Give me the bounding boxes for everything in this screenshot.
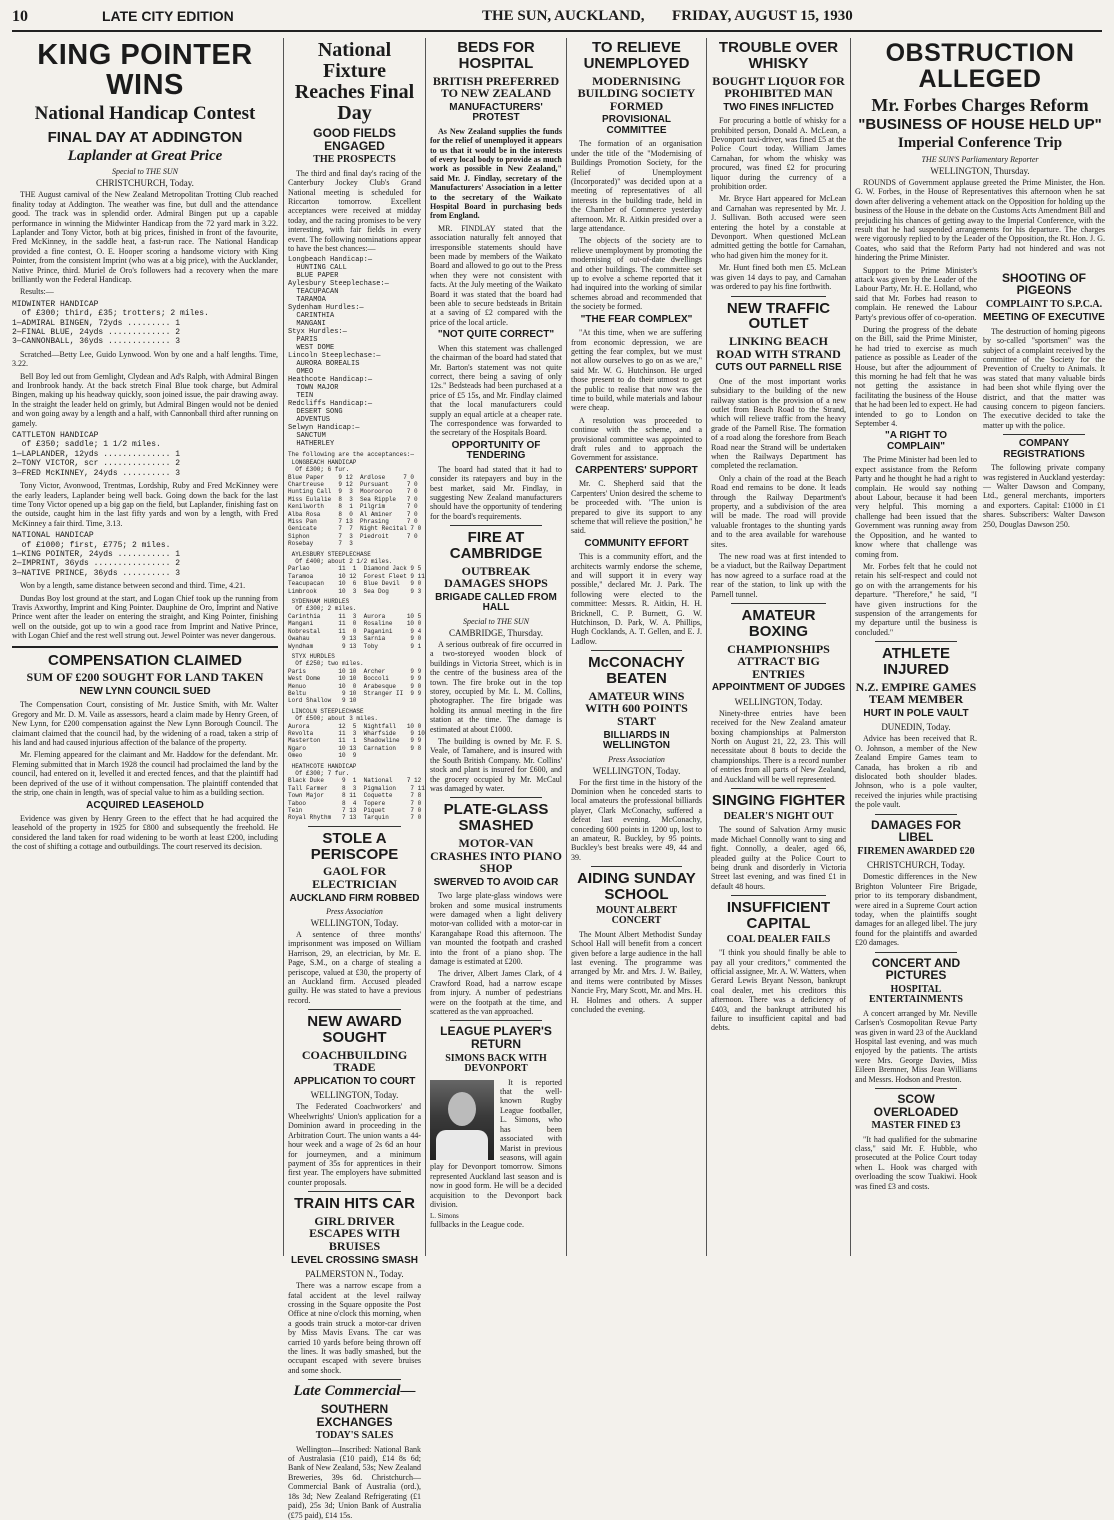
subhead: ACQUIRED LEASEHOLD bbox=[86, 799, 204, 811]
subhead: APPOINTMENT OF JUDGES bbox=[711, 682, 846, 694]
page-number: 10 bbox=[12, 8, 28, 25]
paragraph: One of the most important works subsidiary to the building of the new railway station is the provision of a new outlet from Beach Road to the Strand, which will relieve traffic from the heavy grade of the Parnell Rise. The formation of a road along the foreshore from Beach Road near the Strand will be undertaken when the Railways Department has completed the reclamation. bbox=[711, 376, 846, 471]
divider bbox=[591, 866, 682, 867]
dateline: WELLINGTON, Today. bbox=[310, 1090, 399, 1101]
divider bbox=[731, 895, 826, 896]
player-photo bbox=[430, 1080, 494, 1160]
sub-column-right bbox=[983, 266, 1105, 1195]
byline: Press Association bbox=[326, 907, 383, 917]
dateline: CHRISTCHURCH, Today. bbox=[96, 178, 194, 189]
acceptances-table: AYLESBURY STEEPLECHASE Of £400; about 2 1/2 miles. Parlao 11 1 Diamond Jack 9 5 Taramoa 10 12 Forest Fleet 9 11 Teacupacan 10 6 Blue Devil 9 0 Limbrook 10 3 Sea Dog 9 3 bbox=[288, 550, 425, 595]
paragraph: Advice has been received that R. O. Johnson, a member of the New Zealand Empire Games team to Canada, has broken a rib and dislocated both shoulder blades. Johnson, who is a pole vaulter, received the injuries while practising the pole vault. bbox=[855, 734, 977, 810]
headline: TROUBLE OVER WHISKY bbox=[718, 39, 839, 72]
selections-list: Longbeach Handicap:— HUNTING CALL BLUE PAPER Aylesbury Steeplechase:— TEACUPACAN TARAMOA Sydenham Hurdles:— CARINTHIA MANGANI Styx Hurdles:— PARIS WEST DOME Lincoln Steeplechase:— AURORA BOREALIS OMEO Heathcote Handicap:— TOWN MAJOR TEIN Redcliffs Handicap:— DESERT SONG ADVENTUS Selwyn Handicap:— SANCTUM HATHERLEY bbox=[288, 256, 389, 449]
paragraph: The board had stated that it had to consider its ratepayers and buy in the best market, said Mr. Findlay, in suggesting New Zealand manufacturers should have the opportunity of tendering for the board's requirements. bbox=[430, 464, 562, 521]
headline: SCOW OVERLOADED bbox=[873, 1091, 959, 1119]
paragraph: Scratched—Betty Lee, Guido Lynwood. Won by one and a half lengths. Time, 3.22. bbox=[12, 349, 278, 369]
byline: Special to THE SUN bbox=[463, 616, 529, 626]
sub-column-left bbox=[855, 266, 977, 1195]
paper-name: THE SUN, AUCKLAND, bbox=[482, 8, 645, 24]
subhead: NEW LYNN COUNCIL SUED bbox=[79, 685, 211, 697]
divider bbox=[731, 788, 826, 789]
divider bbox=[450, 797, 542, 798]
article-obstruction bbox=[855, 38, 1105, 1256]
acceptances-table: HEATHCOTE HANDICAP Of £300; 7 fur. Black Duke 9 1 National 7 12 Tall Farmer 8 3 Pigmalion 7 11 Town Major 8 11 Coquette 7 8 Taboo 8 4 Topere 7 0 Tein 7 13 Piquet 7 0 Royal Rhythm 7 13 Tarquin 7 0 bbox=[288, 762, 425, 822]
article-king-pointer bbox=[12, 38, 278, 1256]
headline: ATHLETE INJURED bbox=[881, 645, 951, 678]
headline: STOLE A PERISCOPE bbox=[310, 829, 399, 863]
deck: FINAL DAY AT ADDINGTON bbox=[47, 128, 243, 146]
paragraph: For procuring a bottle of whisky for a prohibited person, Donald A. McLean, a Devonport taxi-driver, was fined £5 at the Police Court today. William James Carnahan, for whom the whisky was procured, was fined £2 for procuring liquor during the currency of a prohibition order. bbox=[711, 116, 846, 192]
headline: Late Commercial— bbox=[293, 1383, 416, 1400]
headline: National Fixture Reaches Final Day bbox=[294, 39, 415, 124]
subhead: FIREMEN AWARDED £20 bbox=[857, 845, 975, 857]
subhead: DEALER'S NIGHT OUT bbox=[723, 810, 834, 822]
article-column-4 bbox=[571, 38, 702, 1256]
paragraph: Mr. C. Shepherd said that the Carpenters' Union desired the scheme to be proceeded with. "The union is prepared to give its support to any scheme that will relieve the position," he said. bbox=[571, 479, 702, 536]
subhead: OUTBREAK DAMAGES SHOPS bbox=[444, 563, 548, 591]
paragraph: The Federated Coachworkers' and Wheelwrights' Union's application for a Dominion award in proceeding in the Arbitration Court. The union wants a 44-hour week and a wage of 2s 6d an hour for journeymen, and a minimum payment of 35s for apprentices in their first year. The employers have submitted counter proposals. bbox=[288, 1102, 421, 1187]
subhead: APPLICATION TO COURT bbox=[293, 1075, 416, 1087]
subhead: PROVISIONAL COMMITTEE bbox=[602, 114, 671, 136]
subhead: SOUTHERN EXCHANGES bbox=[316, 1401, 393, 1429]
deck2: Laplander at Great Price bbox=[67, 147, 223, 164]
results-table: CATTLETON HANDICAP of £350; saddle; 1 1/2 miles. 1—LAPLANDER, 12yds .............. 1 2—TONY VICTOR, scr .............. 2 3—FRED McKINNEY, 24yds .......... 3 bbox=[12, 431, 181, 478]
article-column-3 bbox=[430, 38, 562, 1256]
acceptances-table: SYDENHAM HURDLES Of £300; 2 miles. Carinthia 11 3 Aurora 10 5 Mangani 11 0 Rosaline 10 0 Nobrestal 11 0 Paganini 9 4 Owahau 9 13 Sarnia 9 0 Wyndham 9 13 Toby 9 1 bbox=[288, 598, 422, 650]
paragraph: Mr. Bryce Hart appeared for McLean and Carnahan was represented by Mr. J. J. Sullivan. Both accused were seen entering the hotel by a constable at Devonport. When questioned McLean admitted getting the bottle for Carnahan, who had given him the money for it. bbox=[711, 194, 846, 260]
paragraph: "At this time, when we are suffering from economic depression, we are getting the fear complex, but we must not allow ourselves to go on as we are," said Mr. W. G. Hutchinson. He urged those present to do their utmost to get the public to realise that now was the time to build, while materials and labour were cheap. bbox=[571, 328, 702, 413]
subhead: BOUGHT LIQUOR FOR PROHIBITED MAN bbox=[712, 73, 845, 101]
paragraph: Two large plate-glass windows were broken and some musical instruments were damaged when a light delivery motor-van collided with a motor-car in Karangahape Road this afternoon. The van mounted the footpath and crashed into the front of a piano shop. The damage is estimated at £200. bbox=[430, 891, 562, 967]
paragraph: The sound of Salvation Army music made Michael Connolly want to sing and fight. Connolly, a dealer, aged 66, pleaded guilty at the Police Court to being drunk and disorderly in Victoria Street last evening, and was fined £1 in default 48 hours. bbox=[711, 825, 846, 891]
paragraph: Dundas Boy lost ground at the start, and Logan Chief took up the running from Travis Axworthy, Imprint and King Pointer. Dauphine de Oro, Imprint and Native Prince went after the leader on entering the straight, and King Pointer, finishing well on the outside, got up to win a good race from Imprint and Native Prince, with Logan Chief and the rest well strung out. Jewel Pointer was never dangerous. bbox=[12, 593, 278, 641]
subhead: LINKING BEACH ROAD WITH STRAND bbox=[716, 334, 841, 361]
headline: FIRE AT CAMBRIDGE bbox=[449, 529, 543, 562]
column-rule bbox=[850, 38, 851, 1256]
paragraph: The following private company was registered in Auckland yesterday:— Walter Dawson and Company, Ltd., general merchants, importers and exporters. Capital: £1000 in £1 shares. Subscribers: Walter Dawson 250, Douglas Dawson 250. bbox=[983, 463, 1105, 529]
paragraph: There was a narrow escape from a fatal accident at the level railway crossing in the Square opposite the Post Office at nine o'clock this morning, when a goods train struck a motor-car driven by Miss Mavis Evans. The car was carried 10 yards before being thrown off the lines. It was badly smashed, but the occupant escaped with severe bruises and some shock. bbox=[288, 1281, 421, 1375]
divider bbox=[731, 603, 826, 604]
subhead: COACHBUILDING TRADE bbox=[301, 1047, 408, 1075]
byline: THE SUN'S Parliamentary Reporter bbox=[921, 154, 1039, 164]
subhead: MOUNT ALBERT CONCERT bbox=[596, 904, 677, 927]
results-table: MIDWINTER HANDICAP of £300; third, £35; trotters; 2 miles. 1—ADMIRAL BINGEN, 72yds ......... 1 2—FINAL BLUE, 24yds ............. 2 3—CANNONBALL, 36yds ............. 3 bbox=[12, 299, 209, 347]
paragraph: fullbacks in the League code. bbox=[430, 1220, 524, 1230]
subhead: SUM OF £200 SOUGHT FOR LAND TAKEN bbox=[26, 670, 264, 685]
paragraph: For the first time in the history of the Dominion when he conceded starts to local amateurs the professional billiards player, Clark McConachy, suffered a defeat last evening. McConachy, conceding 600 points in 1200 up, lost to an amateur, R. Buckley, by 95 points. Buckley's best breaks were 49, 44 and 39. bbox=[571, 777, 702, 862]
divider bbox=[875, 952, 957, 953]
column-rule bbox=[283, 38, 284, 1256]
paragraph: Support to the Prime Minister's attack was given by the Leader of the Labour Party, Mr. H. E. Holland, who said that Mr. Forbes had reason to complain. He renewed the Labour Party's previous offer of co-operation. bbox=[855, 265, 977, 322]
paragraph: The new road was at first intended to be a viaduct, but the Railway Department has now agreed to a surface road at the rear of the station, to link up with the Parnell tunnel. bbox=[711, 552, 846, 599]
column-rule bbox=[706, 38, 707, 1256]
subhead: MANUFACTURERS' PROTEST bbox=[449, 101, 543, 124]
paragraph: Bell Boy led out from Gemlight, Clydean and Ad's Ralph, with Admiral Bingen and Ironbrook handy. At the back stretch Final Blue took charge, but Admiral Bingen, making up his headway quickly, soon joined issue, the pair drawing away. In the straight the leader held on grimly, but Admiral Bingen would not be denied and won going away by a length and a half, with Cannonball third after running on gamely. bbox=[12, 371, 278, 428]
subhead: GOOD FIELDS ENGAGED bbox=[313, 126, 396, 153]
paragraph: MR. FINDLAY stated that the association naturally felt annoyed that irresponsible statements should have been made by members of the Waikato Board and allowed to go out to the Press when they were not consistent with facts. At the July meeting of the Waikato Board it was stated that the board had been able to secure bedsteads in Britain at a saving of £2 compared with the price of the local article. bbox=[430, 223, 562, 327]
headline: OBSTRUCTION ALLEGED bbox=[885, 39, 1075, 94]
paragraph: The building is owned by Mr. F. S. Veale, of Tamahere, and is insured with the South British Company. Mr. Collins' stock and plant is insured for £600, and the grocery occupied by Mr. McCaul was damaged by water. bbox=[430, 736, 562, 793]
subhead: HURT IN POLE VAULT bbox=[863, 707, 969, 719]
divider bbox=[591, 650, 682, 651]
paragraph: Domestic differences in the New Brighton Volunteer Fire Brigade, prior to its temporary disbandment, were aired in a Supreme Court action today, when the plaintiffs sought damages for an alleged libel. The jury found for the plaintiffs and awarded £20 damages. bbox=[855, 872, 977, 948]
divider bbox=[1003, 434, 1085, 435]
subhead: "THE FEAR COMPLEX" bbox=[580, 313, 693, 325]
subhead: BRIGADE CALLED FROM HALL bbox=[435, 591, 557, 614]
subhead: MODERNISING BUILDING SOCIETY FORMED bbox=[577, 73, 696, 113]
headline: NEW AWARD SOUGHT bbox=[307, 1013, 402, 1047]
acceptances-table: The following are the acceptances:— LONGBEACH HANDICAP Of £300; 6 fur. Blue Paper 9 12 Ardlose 7 0 Chartreuse 9 12 Pursuant 7 0 Hunting Call 9 3 Moorooroo 7 0 Miss Eulalie 8 3 Sea Ripple 7 0 Kenilworth 8 1 Pilgrim 7 0 Alba Rosa 8 0 Al Aminer 7 0 Miss Pan 7 13 Phrasing 7 0 Genicate 7 7 Night Recital 7 0 Siphon 7 3 Piedroit 7 0 Rosebay 7 3 bbox=[288, 451, 422, 548]
subhead: N.Z. EMPIRE GAMES TEAM MEMBER bbox=[855, 679, 977, 707]
dateline: WELLINGTON, Today. bbox=[592, 765, 681, 776]
headline: AIDING SUNDAY SCHOOL bbox=[577, 870, 696, 903]
headline: KING POINTER WINS bbox=[37, 39, 253, 102]
divider bbox=[12, 646, 278, 648]
acceptances-table: LINCOLN STEEPLECHASE Of £500; about 3 miles. Aurora 12 5 Nightfall 10 0 Revolta 11 3 Wharfside 9 10 Masterton 11 1 Shadowline 9 9 Ngaro 10 13 Carnation 9 8 Omeo 10 9 bbox=[288, 707, 425, 760]
photo-caption: L. Simons bbox=[430, 1212, 459, 1221]
subhead: SWERVED TO AVOID CAR bbox=[433, 876, 559, 888]
subhead: MASTER FINED £3 bbox=[871, 1120, 961, 1132]
paragraph: The Prime Minister had been led to expect assistance from the Reform Party and he thought he had a right to complain. He would say nothing about Labour, because it had been very helpful. This morning a challenge had been issued that the Government was running away from the Opposition, and he wanted to know where that challenge was coming from. bbox=[855, 455, 977, 559]
subhead: AMATEUR WINS WITH 600 POINTS START bbox=[585, 688, 688, 728]
subhead: AUCKLAND FIRM ROBBED bbox=[289, 892, 420, 904]
column-rule bbox=[425, 38, 426, 1256]
paragraph: The destruction of homing pigeons by so-called "sportsmen" was the subject of a complaint received by the committee of the Society for the Prevention of Cruelty to Animals. It was stated that many valuable birds had been shot while flying over the district, and that the matter was causing concern to pigeon fanciers. The executive decided to take the matter up with the police. bbox=[983, 326, 1105, 430]
divider bbox=[875, 1088, 957, 1089]
subhead: LEVEL CROSSING SMASH bbox=[290, 1254, 419, 1266]
lead-paragraph: As New Zealand supplies the funds for the relief of unemployed it appears to us that it would be in the interests of every local body to provide as much work as possible in New Zealand," said Mr. J. Findlay, secretary of the Manufacturers' Association in a letter to the secretary of the Waikato Hospital Board in purchasing beds from England. bbox=[430, 126, 562, 221]
subhead: GAOL FOR ELECTRICIAN bbox=[312, 864, 397, 891]
page-masthead bbox=[12, 4, 1102, 32]
paragraph: The formation of an organisation under the title of the "Modernising of Buildings Promotion Society, for the Relief of Unemployment (Incorporated)" was decided upon at a meeting of representatives of all interests in the building trade, held in the Chamber of Commerce yesterday afternoon. Mr. R. Aitkin presided over a large attendance. bbox=[571, 139, 702, 233]
subhead: BILLIARDS IN WELLINGTON bbox=[602, 729, 671, 752]
subhead: CHAMPIONSHIPS ATTRACT BIG ENTRIES bbox=[727, 641, 830, 681]
dateline: PALMERSTON N., Today. bbox=[305, 1269, 404, 1280]
headline: SHOOTING OF PIGEONS bbox=[1002, 270, 1086, 298]
subhead: COMMUNITY EFFORT bbox=[584, 537, 689, 549]
divider bbox=[308, 1009, 401, 1010]
deck: "BUSINESS OF HOUSE HELD UP" bbox=[858, 116, 1102, 134]
subhead: COAL DEALER FAILS bbox=[726, 933, 831, 945]
paragraph: The objects of the society are to relieve unemployment by promoting the modernising of out-of-date dwellings and other buildings. The committee set up to evolve a scheme reported that it had inquired into the working of similar schemes abroad and recommended that the society be formed. bbox=[571, 236, 702, 312]
subhead: Mr. Forbes Charges Reform bbox=[871, 94, 1089, 115]
byline: Press Association bbox=[608, 754, 665, 764]
paragraph: THE August carnival of the New Zealand Metropolitan Trotting Club reached finality today at Addington. The weather was fine, but dull and the attendance good. The track was in splendid order. Admiral Bingen put up a capable performance in winning the Midwinter Handicap from the 72 yard mark in 3.22. Laplander and Tony Victor, both at big prices, finished in front of the favourite, Fred McKinney, in the saddle heat, a fast-run race. The National Handicap provided a fine contest, O. E. Hooper scoring a handsome victory with King Pointer, from the consistent Imprint (who was at a big price), with the Aucklander, Native Prince, third. Muriel de Oro's followers had a recovery when the mare brilliantly won the Federal Handicap. bbox=[12, 190, 278, 284]
subhead: OPPORTUNITY OF TENDERING bbox=[451, 439, 541, 462]
paragraph: Mr. Fleming appeared for the claimant and Mr. Haddow for the defendant. Mr. Fleming submitted that in March 1928 the council had proclaimed the land by the council, had entered on it, levelled it and erected fences, and that the plaintiff had been deprived of the use of it without compensation. The plaintiff contended that the strip, one chain in length, was of special value to him as a building section. bbox=[12, 750, 278, 798]
subhead: GIRL DRIVER ESCAPES WITH BRUISES bbox=[309, 1213, 400, 1254]
dateline: CAMBRIDGE, Thursday. bbox=[449, 627, 543, 638]
headline: INSUFFICIENT CAPITAL bbox=[726, 899, 831, 932]
paragraph: Mr. Hunt fined both men £5. McLean was given 14 days to pay, and Carnahan was ordered to pay his fine forthwith. bbox=[711, 263, 846, 292]
paragraph: "I think you should finally be able to pay all your creditors," commented the official assignee, Mr. A. W. Watters, when Gerard Lewis Bryant Nesson, bankrupt coal dealer, met his creditors this afternoon. There was a deficiency of £403, and the bankrupt attributed his failure to insufficient capital and bad debts. bbox=[711, 948, 846, 1033]
paragraph: Mr. Forbes felt that he could not retain his self-respect and could not go on with the arrangements for his departure. "Therefore," he said, "I have given instructions for the suspension of the arrangements for my departure until the business is concluded." bbox=[855, 561, 977, 637]
headline: TO RELIEVE UNEMPLOYED bbox=[583, 39, 690, 72]
headline: LEAGUE PLAYER'S RETURN bbox=[440, 1024, 552, 1052]
headline: BEDS FOR HOSPITAL bbox=[457, 39, 535, 72]
paragraph: A resolution was proceeded to continue with the scheme, and a provisional committee was appointed to draft rules and to approach the Government for assistance. bbox=[571, 415, 702, 463]
subhead: MEETING OF EXECUTIVE bbox=[983, 312, 1105, 324]
deck2: Imperial Conference Trip bbox=[897, 135, 1063, 152]
paragraph: Won by a length, same distance between second and third. Time, 4.21. bbox=[20, 581, 246, 591]
photo-face bbox=[448, 1092, 476, 1126]
subhead: TODAY'S SALES bbox=[315, 1430, 394, 1442]
divider bbox=[875, 814, 957, 815]
headline: COMPENSATION CLAIMED bbox=[48, 651, 242, 669]
dateline: WELLINGTON, Today. bbox=[734, 696, 823, 707]
paragraph: A concert arranged by Mr. Neville Carlsen's Cosmopolitan Revue Party was given in ward 23 of the Auckland Hospital last evening, and was much enjoyed by the patients. The artists were Mrs. George Davies, Miss Eileen Bremner, Miss Jean Williams and Messrs. Hodson and Preston. bbox=[855, 1008, 977, 1084]
column-rule bbox=[566, 38, 567, 1256]
subhead: CARPENTERS' SUPPORT bbox=[575, 464, 698, 476]
paragraph: During the progress of the debate on the Bill, said the Prime Minister, he had tried to exercise as much patience as possible as Leader of the House, but after the adjournment of this morning he had felt that he was not getting the assistance in facilitating the business of the House that he had been led to expect. He had intended to go to London on September 4. bbox=[855, 324, 977, 429]
paragraph: The Mount Albert Methodist Sunday School Hall will benefit from a concert given before a large audience in the hall last evening. The programme was arranged by Mr. and Mrs. J. W. Bailey, and items were contributed by Misses Nancie Fry, Mary Scott, Mr. and Mrs. H. H. Holmes and others. A supper concluded the evening. bbox=[571, 929, 702, 1014]
divider bbox=[450, 525, 542, 526]
subhead: TWO FINES INFLICTED bbox=[723, 101, 834, 113]
results-label: Results:— bbox=[20, 287, 54, 297]
headline: CONCERT AND PICTURES bbox=[871, 955, 961, 983]
divider bbox=[308, 826, 401, 827]
subhead: HOSPITAL ENTERTAINMENTS bbox=[869, 983, 963, 1006]
paragraph: Only a chain of the road at the Beach Road end remains to be done. It leads through the Railway Department's property, and a subdivision of the area will be made. The road will provide valuable frontages to the shunting yards and to the area available for warehouse sites. bbox=[711, 473, 846, 549]
article-column-2 bbox=[288, 38, 425, 1520]
paragraph: It is reported that the well-known Rugby League footballer, L. Simons, who has been associated with Marist in previous seasons, will again play for Devonport tomorrow. Simons represented Auckland last season and is now in good form. He will be a decided acquisition to the Devonport back division. bbox=[430, 1077, 562, 1209]
paragraph: A sentence of three months' imprisonment was imposed on William Harrison, 29, an electrician, by Mr. E. Page, S.M., on a charge of stealing a periscope, valued at £30, the property of an Auckland firm. Accused pleaded guilty. He was stated to have a previous record. bbox=[288, 930, 421, 1005]
subhead: SIMONS BACK WITH DEVONPORT bbox=[445, 1052, 547, 1075]
paragraph: Wellington—Inscribed: National Bank of Australasia (£10 paid), £14 8s 6d; Bank of New Zealand, 53s; New Zealand Breweries, 39s 6d. Christchurch—Commercial Bank of Australia (ord.), 18s 3d; New Zealand Refrigerating (£1 paid), 25s 3d; Union Bank of Australia (£75 paid), £14 15s. bbox=[288, 1444, 421, 1520]
subhead: BRITISH PREFERRED TO NEW ZEALAND bbox=[432, 73, 560, 101]
byline: Special to THE SUN bbox=[112, 167, 178, 177]
divider bbox=[308, 1379, 401, 1380]
paragraph: The driver, Albert James Clark, of 4 Crawford Road, had a narrow escape from injury. A number of pedestrians were on the footpath at the time, and scattered as the van approached. bbox=[430, 969, 562, 1017]
dateline: WELLINGTON, Today. bbox=[310, 918, 399, 929]
subhead: "A RIGHT TO COMPLAIN" bbox=[885, 430, 947, 452]
subhead: COMPLAINT TO S.P.C.A. bbox=[985, 298, 1103, 310]
headline: McCONACHY BEATEN bbox=[588, 654, 685, 688]
photo-shirt bbox=[436, 1130, 488, 1160]
headline: AMATEUR BOXING bbox=[741, 607, 816, 640]
paragraph: When this statement was challenged the chairman of the board had stated that Mr. Barton's statement was not quite correct, there being a saving of only 12s." Bedsteads had been purchased at a price of £5 15s, and Mr. Findlay claimed that the local manufacturers could supply an equal article at a cheaper rate. The correspondence was forwarded to the secretary of the Hospitals Board. bbox=[430, 343, 562, 438]
acceptances-table: STYX HURDLES Of £250; two miles. Paris 10 10 Archer 9 9 West Dome 10 10 Boccoli 9 9 Menuo 10 0 Arabesque 9 0 Beltu 9 10 Stranger II 9 9 Lord Shallow 9 10 bbox=[288, 652, 422, 705]
paragraph: The third and final day's racing of the Canterbury Jockey Club's Grand National meeting is scheduled for Riccarton tomorrow. Excellent acceptances were received at midday today, and the racing promises to be very interesting, with fair fields in every event. The following nominations appear to have the best chances:— bbox=[288, 168, 421, 253]
article-column-5 bbox=[711, 38, 846, 1256]
paragraph: Evidence was given by Henry Green to the effect that he had acquired the leasehold of the property in 1925 for £800 and subsequently the freehold. He considered the land taken for road widening to be worth at least £200, including the cost of shifting a cottage and outbuildings. The court reserved its decision. bbox=[12, 814, 278, 852]
subhead: THE PROSPECTS bbox=[313, 154, 396, 166]
headline: TRAIN HITS CAR bbox=[294, 1195, 415, 1213]
dateline: CHRISTCHURCH, Today. bbox=[867, 860, 965, 871]
divider bbox=[731, 296, 826, 297]
paragraph: This is a community effort, and the architects warmly endorse the scheme, and will support it in every way possible," declared Mr. J. Park. The following were elected to the committee: Messrs. R. Aitkin, H. H. Bricknell, C. P. Burnett, G. W. Hutchinson, D. Park, W. A. Phillips, Hugh Cocklands, A. T. Gellen, and E. J. Ladlow. bbox=[571, 552, 702, 646]
headline: DAMAGES FOR LIBEL bbox=[871, 817, 961, 845]
divider bbox=[308, 1191, 401, 1192]
headline: SINGING FIGHTER bbox=[711, 792, 846, 810]
subhead: CUTS OUT PARNELL RISE bbox=[715, 362, 842, 374]
edition-label: LATE CITY EDITION bbox=[102, 8, 234, 24]
paragraph: "It had qualified for the submarine class," said Mr. F. Hubble, who prosecuted at the Police Court today when L. Hook was charged with overloading the scow Tuakiwi. Hook was fined £3 and costs. bbox=[855, 1134, 977, 1191]
paragraph: A serious outbreak of fire occurred in a two-storeyed wooden block of buildings in Victoria Street, which is in the centre of the business area of the town. The fire broke out in the top storey, occupied by Mr. L. M. Collins, photographer. The fire brigade was holding its annual meeting in the fire station at the time. The damage is estimated at about £1000. bbox=[430, 639, 562, 734]
subhead: "NOT QUITE CORRECT" bbox=[437, 329, 555, 341]
subhead: National Handicap Contest bbox=[34, 102, 256, 124]
divider bbox=[875, 641, 957, 642]
paragraph: Tony Victor, Avonwood, Trentmas, Lordship, Ruby and Fred McKinney were the early leaders, Laplander being well back. Going down the back for the last time Tony Victor opened up a big gap on the field, but Laplander, finishing fast on the outside, caught him in the last fifty yards and won by a length, with Fred McKinney a fair third. Time, 3.13. bbox=[12, 481, 278, 528]
headline: NEW TRAFFIC OUTLET bbox=[726, 299, 831, 333]
dateline: DUNEDIN, Today. bbox=[881, 722, 951, 733]
paragraph: The Compensation Court, consisting of Mr. Justice Smith, with Mr. Walter Gregory and Mr. D. M. Vaile as assessors, heard a claim made by Henry Green, of New Lynn, for £200 compensation against the New Lynn Borough Council. The claimant claimed that the council had, by the widening of a road, taken a strip of his land and had caused injurious affection of the balance of the property. bbox=[12, 700, 278, 748]
issue-date: FRIDAY, AUGUST 15, 1930 bbox=[672, 8, 853, 24]
subhead: MOTOR-VAN CRASHES INTO PIANO SHOP bbox=[430, 835, 562, 876]
headline: PLATE-GLASS SMASHED bbox=[443, 801, 549, 835]
paragraph: Ninety-three entries have been received for the New Zealand amateur boxing championships at Palmerston North on August 21, 22, 23. This will necessitate about 8 bouts to decide the championships. There is a record number of entries from all parts of New Zealand, and Auckland will be well represented. bbox=[711, 708, 846, 784]
dateline: WELLINGTON, Thursday. bbox=[930, 165, 1030, 176]
results-table: NATIONAL HANDICAP of £1000; first, £775; 2 miles. 1—KING POINTER, 24yds ........... 1 2—IMPRINT, 36yds ................ 2 3—NATIVE PRINCE, 36yds .......... 3 bbox=[12, 531, 181, 578]
headline: COMPANY REGISTRATIONS bbox=[1003, 438, 1085, 460]
divider bbox=[450, 1020, 542, 1021]
paragraph: ROUNDS of Government applause greeted the Prime Minister, the Hon. G. W. Forbes, in the House of Representatives this afternoon when he sat down after delivering a vehement attack on the Opposition for holding up the business of the House in the debate on the Customs Acts Amendment Bill and prejudicing his chances of getting away to the Imperial Conference, with the result that he had suspended arrangements for his departure. The charges were vigorously replied to by the Leader of the Opposition, the Rt. Hon. J. G. Coates, who said that the Reform Party had not hindered and was not hindering the Prime Minister. bbox=[855, 177, 1105, 263]
